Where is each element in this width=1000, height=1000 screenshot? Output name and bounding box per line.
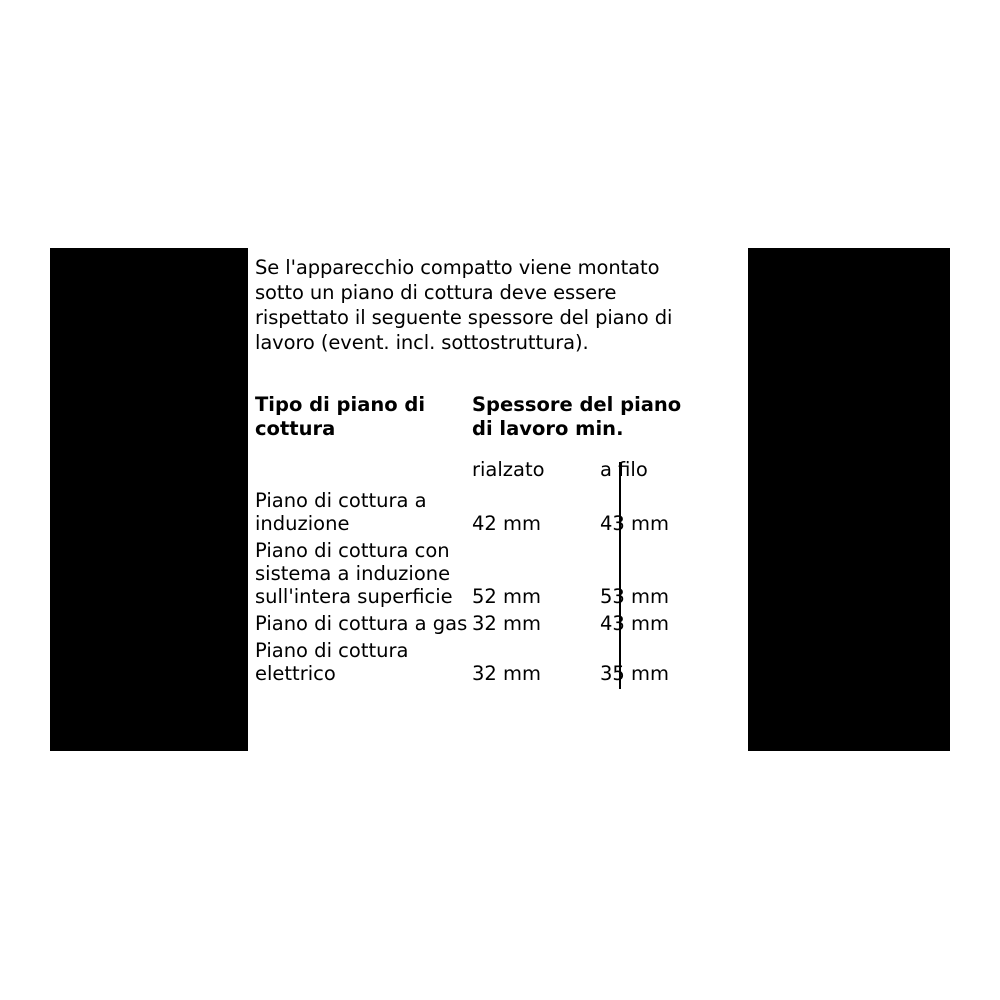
subheader-flush: a filo — [600, 458, 648, 481]
intro-paragraph: Se l'apparecchio compatto viene montato sotto un piano di cottura deve essere rispettato il seguente spessore del piano di lavoro (event. incl. sottostruttura). — [255, 256, 673, 354]
table-subheader-row — [255, 458, 741, 481]
table-row — [255, 639, 741, 685]
subheader-raised: rialzato — [472, 458, 545, 481]
row-flush-full-surface-induction: 53 mm — [600, 585, 670, 608]
document-content — [255, 255, 741, 685]
row-flush-gas: 43 mm — [600, 612, 670, 635]
header-thickness-label: Spessore del piano di lavoro min. — [472, 393, 682, 440]
row-type-electric: Piano di cottura elettrico — [255, 639, 409, 685]
row-raised-full-surface-induction: 52 mm — [472, 585, 542, 608]
row-raised-gas: 32 mm — [472, 612, 542, 635]
row-type-full-surface-induction: Piano di cottura con sistema a induzione sull'intera superficie — [255, 539, 453, 608]
row-flush-electric: 35 mm — [600, 662, 670, 685]
row-raised-electric: 32 mm — [472, 662, 542, 685]
worktop-thickness-table — [255, 393, 741, 685]
row-flush-induction: 43 mm — [600, 512, 670, 535]
table-row — [255, 612, 741, 635]
row-raised-induction: 42 mm — [472, 512, 542, 535]
row-type-gas: Piano di cottura a gas — [255, 612, 468, 635]
table-row — [255, 539, 741, 608]
table-row — [255, 489, 741, 535]
header-type-label: Tipo di piano di cottura — [255, 393, 426, 440]
table-header-row — [255, 393, 741, 441]
row-type-induction: Piano di cottura a induzione — [255, 489, 427, 535]
